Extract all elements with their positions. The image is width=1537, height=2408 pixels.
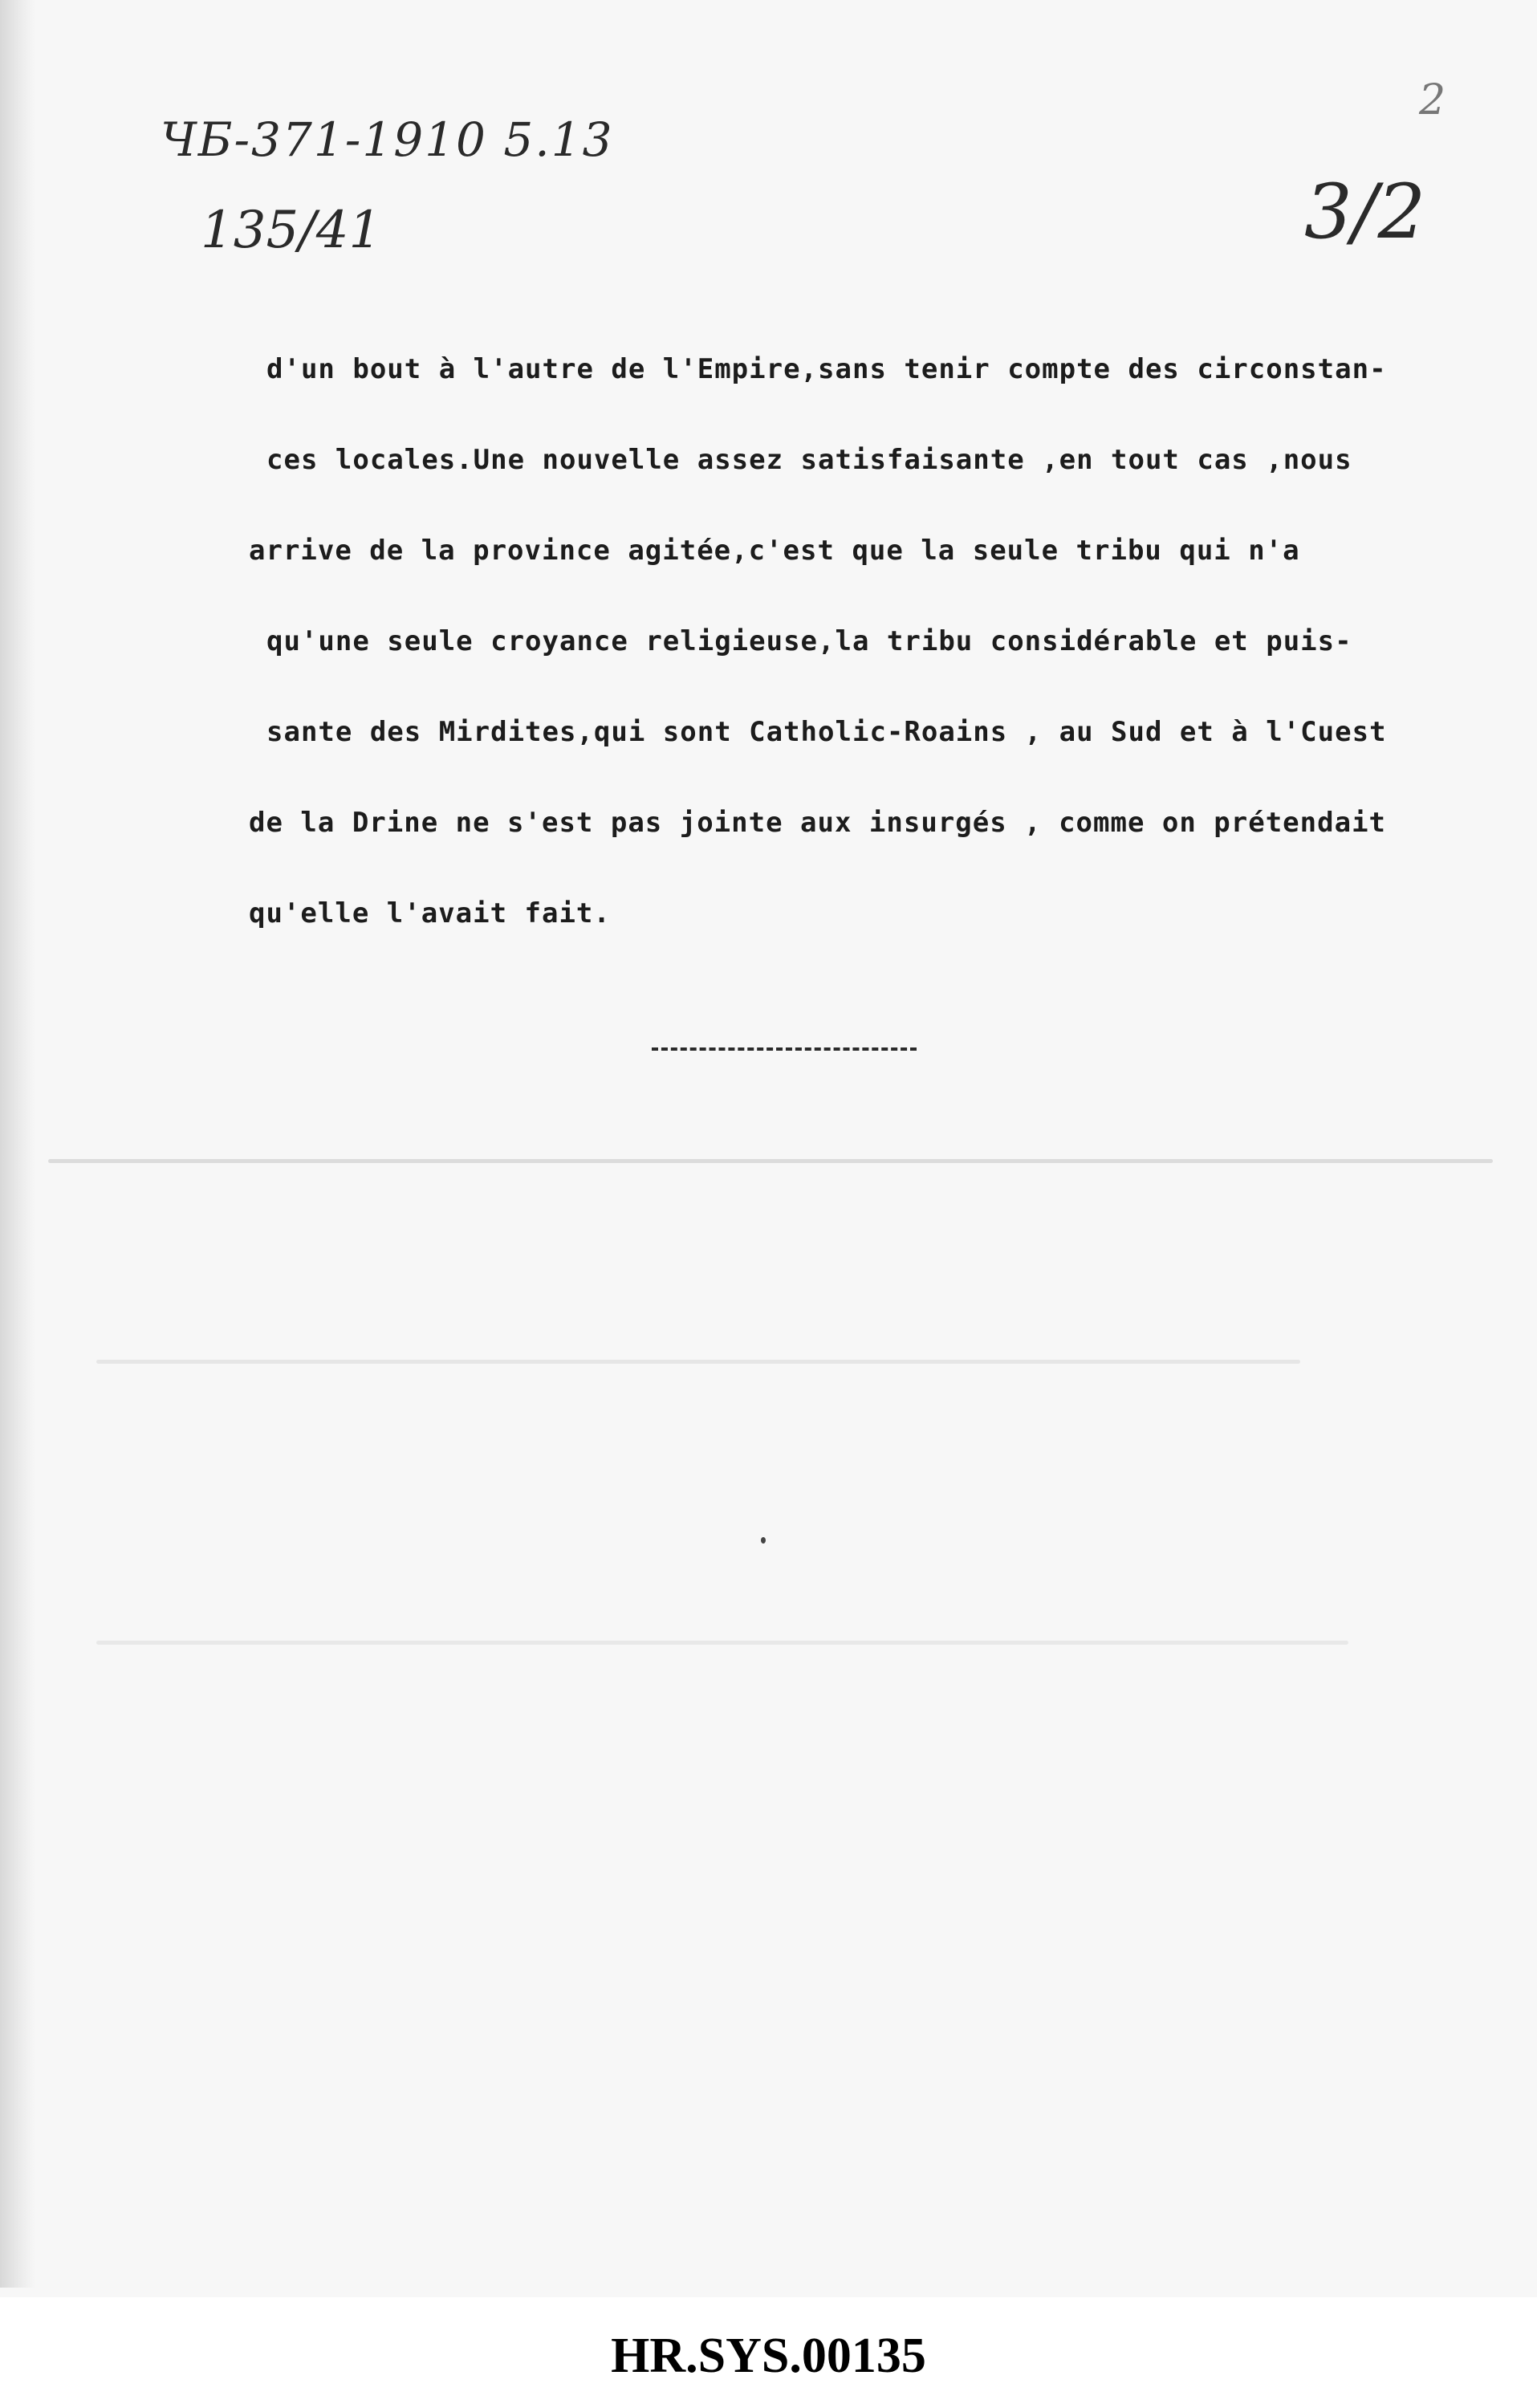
- body-line: sante des Mirdites,qui sont Catholic-Roains , au Sud et à l'Cuest: [266, 716, 1387, 748]
- old-folio-annotation: 135/41: [201, 201, 382, 260]
- section-divider: [652, 1047, 917, 1051]
- bleed-through-line: [96, 1360, 1300, 1364]
- body-line: arrive de la province agitée,c'est que la seule tribu qui n'a: [249, 535, 1300, 567]
- reference-code-annotation: ЧБ-371-1910 5.13: [161, 112, 614, 167]
- ink-speck: [761, 1537, 766, 1544]
- archive-stamp: HR.SYS.00135: [611, 2329, 926, 2383]
- scanned-page-edge: [0, 0, 35, 2288]
- body-line: ces locales.Une nouvelle assez satisfaisante ,en tout cas ,nous: [266, 444, 1352, 476]
- page-number-annotation: 3/2: [1304, 169, 1426, 256]
- body-line: qu'elle l'avait fait.: [249, 897, 611, 929]
- bleed-through-line: [96, 1641, 1348, 1645]
- bleed-through-line: [48, 1159, 1493, 1163]
- body-line: de la Drine ne s'est pas jointe aux insurgés , comme on prétendait: [249, 807, 1387, 839]
- corner-page-mark: 2: [1419, 76, 1446, 124]
- body-line: d'un bout à l'autre de l'Empire,sans tenir compte des circonstan-: [266, 353, 1387, 385]
- body-line: qu'une seule croyance religieuse,la tribu considérable et puis-: [266, 625, 1352, 657]
